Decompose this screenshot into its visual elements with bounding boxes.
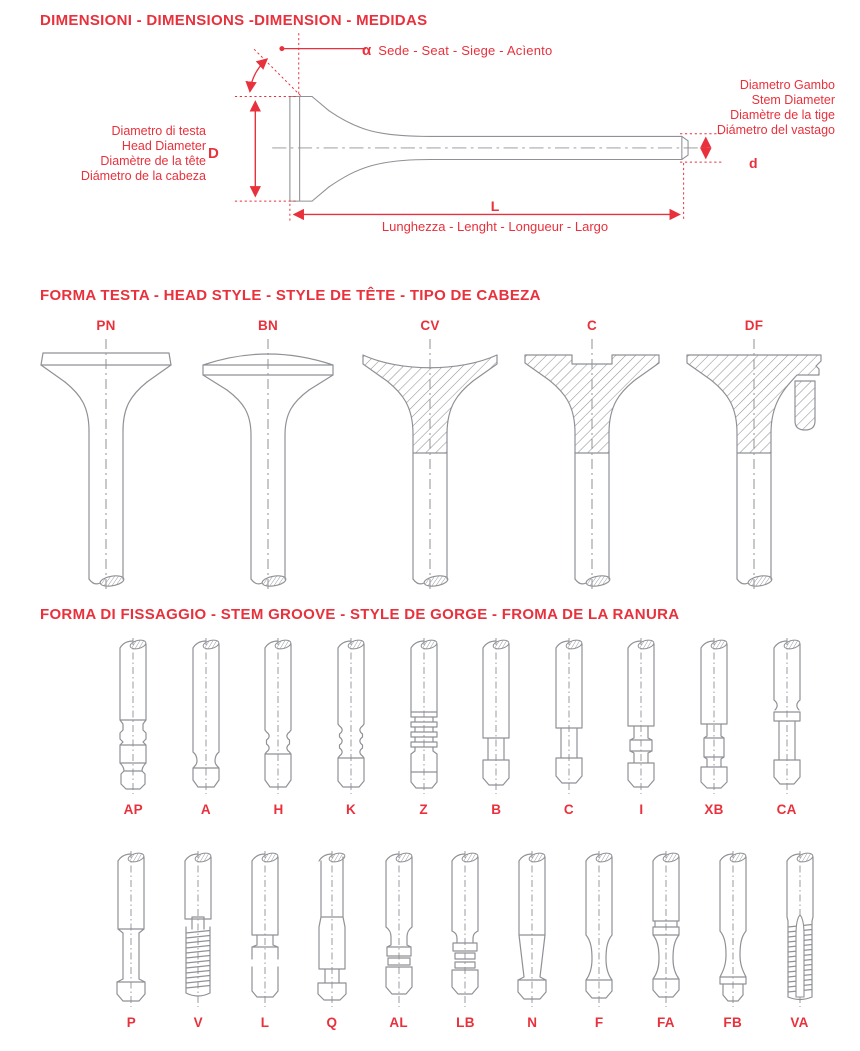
stem-groove-title: FORMA DI FISSAGGIO - STEM GROOVE - STYLE DE GORGE - FROMA DE LA RANURA	[40, 606, 680, 623]
head-style-title: FORMA TESTA - HEAD STYLE - STYLE DE TÊTE - TIPO DE CABEZA	[40, 287, 541, 304]
stem-groove-L-label: L	[260, 1015, 270, 1030]
head-diameter-line-it: Diametro di testa	[111, 124, 206, 138]
stem-diameter-symbol: d	[749, 155, 758, 171]
stem-groove-N	[499, 849, 566, 1030]
stem-groove-K-label: K	[346, 802, 357, 817]
stem-groove-AP-label: AP	[123, 802, 143, 817]
stem-groove-LB	[432, 849, 499, 1030]
head-style-PN-drawing	[31, 335, 181, 593]
stem-groove-K	[315, 636, 388, 817]
stem-groove-XB-drawing	[686, 636, 742, 798]
stem-groove-VA-drawing	[772, 849, 828, 1011]
stem-groove-B-drawing	[468, 636, 524, 798]
stem-groove-AP	[97, 636, 170, 817]
dimensions-title: DIMENSIONI - DIMENSIONS -DIMENSION - MEDIDAS	[40, 12, 428, 29]
stem-groove-B	[460, 636, 533, 817]
stem-groove-F	[566, 849, 633, 1030]
stem-groove-A-drawing	[178, 636, 234, 798]
stem-groove-V	[165, 849, 232, 1030]
seat-text: Sede - Seat - Siege - Acìento	[378, 43, 553, 58]
length-label: Lunghezza - Lenght - Longueur - Largo	[381, 219, 609, 234]
head-style-CV	[349, 318, 511, 593]
head-style-PN-label: PN	[96, 318, 116, 333]
stem-groove-I-label: I	[639, 802, 644, 817]
head-diameter-line-fr: Diamètre de la tête	[100, 154, 206, 168]
stem-groove-CA	[750, 636, 823, 817]
stem-groove-FA-drawing	[638, 849, 694, 1011]
stem-diameter-label	[645, 78, 835, 138]
stem-groove-row-1	[97, 636, 823, 817]
stem-groove-AL-drawing	[371, 849, 427, 1011]
stem-groove-L	[232, 849, 299, 1030]
stem-diameter-line-es: Diámetro del vastago	[716, 123, 835, 137]
stem-groove-Q	[298, 849, 365, 1030]
head-diameter-line-en: Head Diameter	[121, 139, 206, 153]
seat-angle-label	[362, 42, 552, 59]
head-style-PN	[25, 318, 187, 593]
stem-groove-Z-label: Z	[419, 802, 428, 817]
stem-groove-H	[242, 636, 315, 817]
stem-groove-Q-drawing	[304, 849, 360, 1011]
stem-groove-L-drawing	[237, 849, 293, 1011]
head-diameter-symbol: D	[208, 145, 219, 162]
stem-groove-CA-drawing	[759, 636, 815, 798]
length-symbol: L	[490, 198, 500, 214]
stem-diameter-line-fr: Diamètre de la tige	[730, 108, 835, 122]
stem-groove-AL-label: AL	[389, 1015, 408, 1030]
stem-groove-C-drawing	[541, 636, 597, 798]
head-style-CV-drawing	[355, 335, 505, 593]
head-style-C-label: C	[586, 318, 598, 333]
stem-groove-FB	[699, 849, 766, 1030]
head-style-BN-drawing	[193, 335, 343, 593]
stem-groove-F-drawing	[571, 849, 627, 1011]
stem-groove-XB-label: XB	[704, 802, 724, 817]
stem-groove-N-drawing	[504, 849, 560, 1011]
head-style-row	[25, 318, 835, 593]
stem-groove-I	[605, 636, 678, 817]
stem-diameter-line-it: Diametro Gambo	[739, 78, 835, 92]
stem-groove-C-label: C	[563, 802, 574, 817]
stem-groove-B-label: B	[491, 802, 502, 817]
head-style-DF-drawing	[679, 335, 829, 593]
stem-groove-C	[533, 636, 606, 817]
head-style-BN-label: BN	[257, 318, 279, 333]
stem-groove-LB-drawing	[437, 849, 493, 1011]
stem-groove-Z	[387, 636, 460, 817]
stem-groove-Z-drawing	[396, 636, 452, 798]
stem-groove-AP-drawing	[105, 636, 161, 798]
stem-groove-H-drawing	[250, 636, 306, 798]
stem-groove-FA-label: FA	[656, 1015, 675, 1030]
stem-groove-F-label: F	[594, 1015, 604, 1030]
stem-groove-V-label: V	[193, 1015, 203, 1030]
head-diameter-label	[38, 124, 206, 184]
alpha-symbol: α	[362, 42, 372, 59]
stem-groove-VA-label: VA	[790, 1015, 809, 1030]
stem-groove-FA	[633, 849, 700, 1030]
head-style-CV-label: CV	[420, 318, 440, 333]
head-style-C	[511, 318, 673, 593]
stem-groove-XB	[678, 636, 751, 817]
stem-groove-row-2	[98, 849, 833, 1030]
stem-groove-A	[170, 636, 243, 817]
stem-groove-K-drawing	[323, 636, 379, 798]
stem-groove-Q-label: Q	[326, 1015, 338, 1030]
stem-groove-VA	[766, 849, 833, 1030]
stem-groove-V-drawing	[170, 849, 226, 1011]
stem-groove-FB-drawing	[705, 849, 761, 1011]
stem-groove-AL	[365, 849, 432, 1030]
stem-groove-P-label: P	[126, 1015, 137, 1030]
head-style-BN	[187, 318, 349, 593]
stem-groove-CA-label: CA	[776, 802, 797, 817]
stem-groove-LB-label: LB	[456, 1015, 475, 1030]
head-diameter-line-es: Diámetro de la cabeza	[80, 169, 206, 183]
stem-groove-P	[98, 849, 165, 1030]
stem-groove-A-label: A	[200, 802, 211, 817]
head-style-DF-label: DF	[744, 318, 764, 333]
stem-groove-I-drawing	[613, 636, 669, 798]
stem-groove-FB-label: FB	[723, 1015, 743, 1030]
head-style-DF	[673, 318, 835, 593]
stem-diameter-line-en: Stem Diameter	[751, 93, 835, 107]
stem-groove-N-label: N	[527, 1015, 538, 1030]
head-style-C-drawing	[517, 335, 667, 593]
stem-groove-P-drawing	[103, 849, 159, 1011]
stem-groove-H-label: H	[273, 802, 284, 817]
